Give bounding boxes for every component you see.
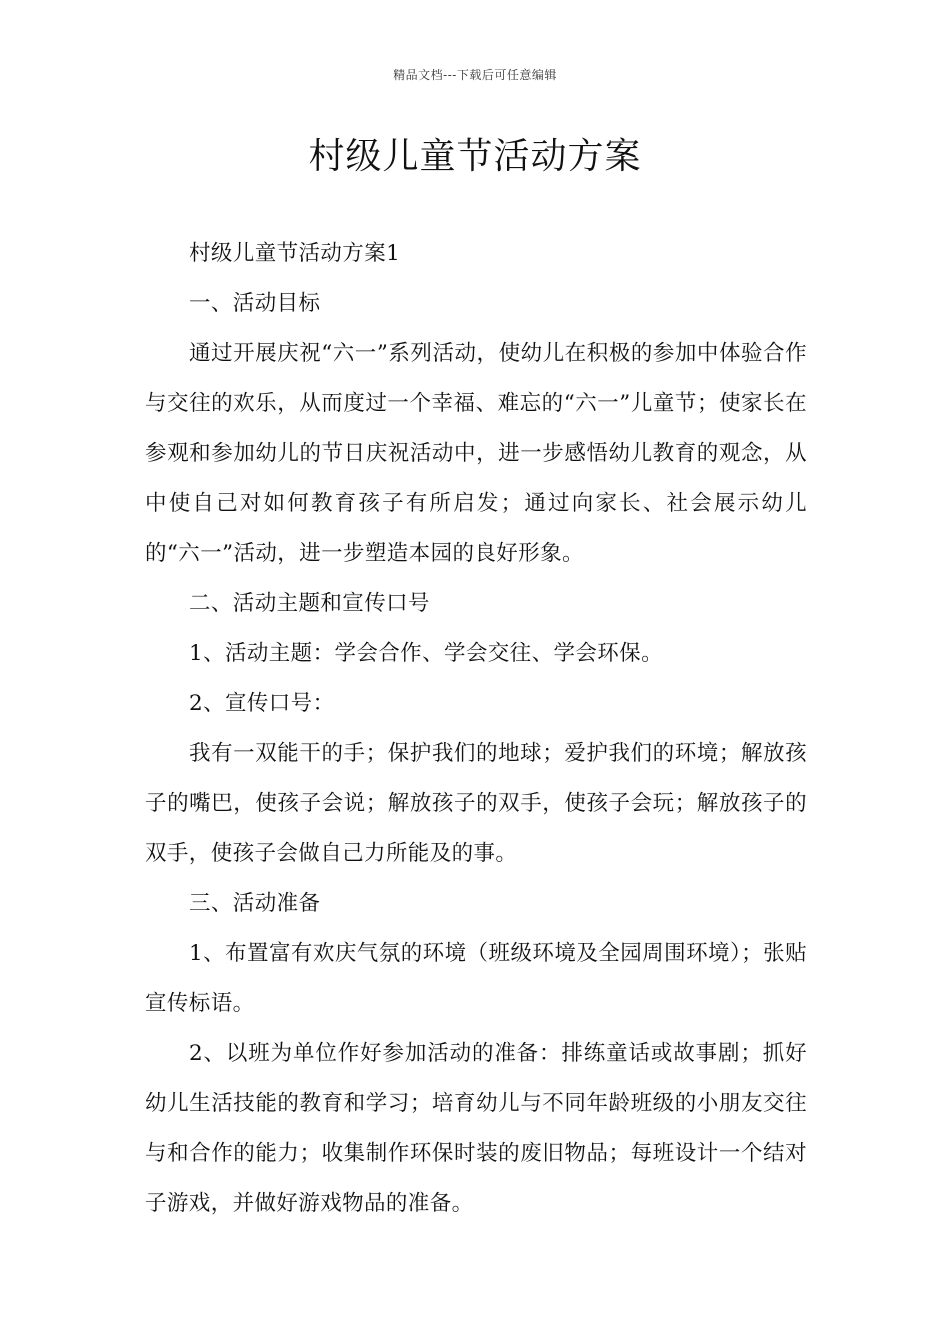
paragraph-slogan: 我有一双能干的手；保护我们的地球；爱护我们的环境；解放孩子的嘴巴，使孩子会说；解放孩子的双手，使孩子会玩；解放孩子的双手，使孩子会做自己力所能及的事。 bbox=[145, 741, 807, 866]
section-heading-goals: 一、活动目标 bbox=[189, 291, 321, 316]
header-note: 精品文档---下载后可任意编辑 bbox=[393, 68, 557, 82]
section-heading-theme: 二、活动主题和宣传口号 bbox=[189, 591, 430, 616]
section-subtitle: 村级儿童节活动方案1 bbox=[189, 241, 401, 266]
paragraph-goals: 通过开展庆祝“六一”系列活动，使幼儿在积极的参加中体验合作与交往的欢乐，从而度过一个幸福、难忘的“六一”儿童节；使家长在参观和参加幼儿的节日庆祝活动中，进一步感悟幼儿教育的观念，从中使自己对如何教育孩子有所启发；通过向家长、社会展示幼儿的“六一”活动，进一步塑造本园的良好形象。 bbox=[145, 341, 807, 566]
document-body bbox=[145, 229, 807, 1229]
paragraph-theme: 1、活动主题：学会合作、学会交往、学会环保。 bbox=[189, 641, 663, 666]
document-title: 村级儿童节活动方案 bbox=[308, 136, 642, 177]
paragraph-preparation-2: 2、以班为单位作好参加活动的准备：排练童话或故事剧；抓好幼儿生活技能的教育和学习；培育幼儿与不同年龄班级的小朋友交往与和合作的能力；收集制作环保时装的废旧物品；每班设计一个结对子游戏，并做好游戏物品的准备。 bbox=[145, 1041, 807, 1216]
paragraph-preparation-1: 1、布置富有欢庆气氛的环境（班级环境及全园周围环境）；张贴宣传标语。 bbox=[145, 941, 807, 1016]
paragraph-slogan-label: 2、宣传口号： bbox=[189, 691, 335, 716]
section-heading-preparation: 三、活动准备 bbox=[189, 891, 321, 916]
